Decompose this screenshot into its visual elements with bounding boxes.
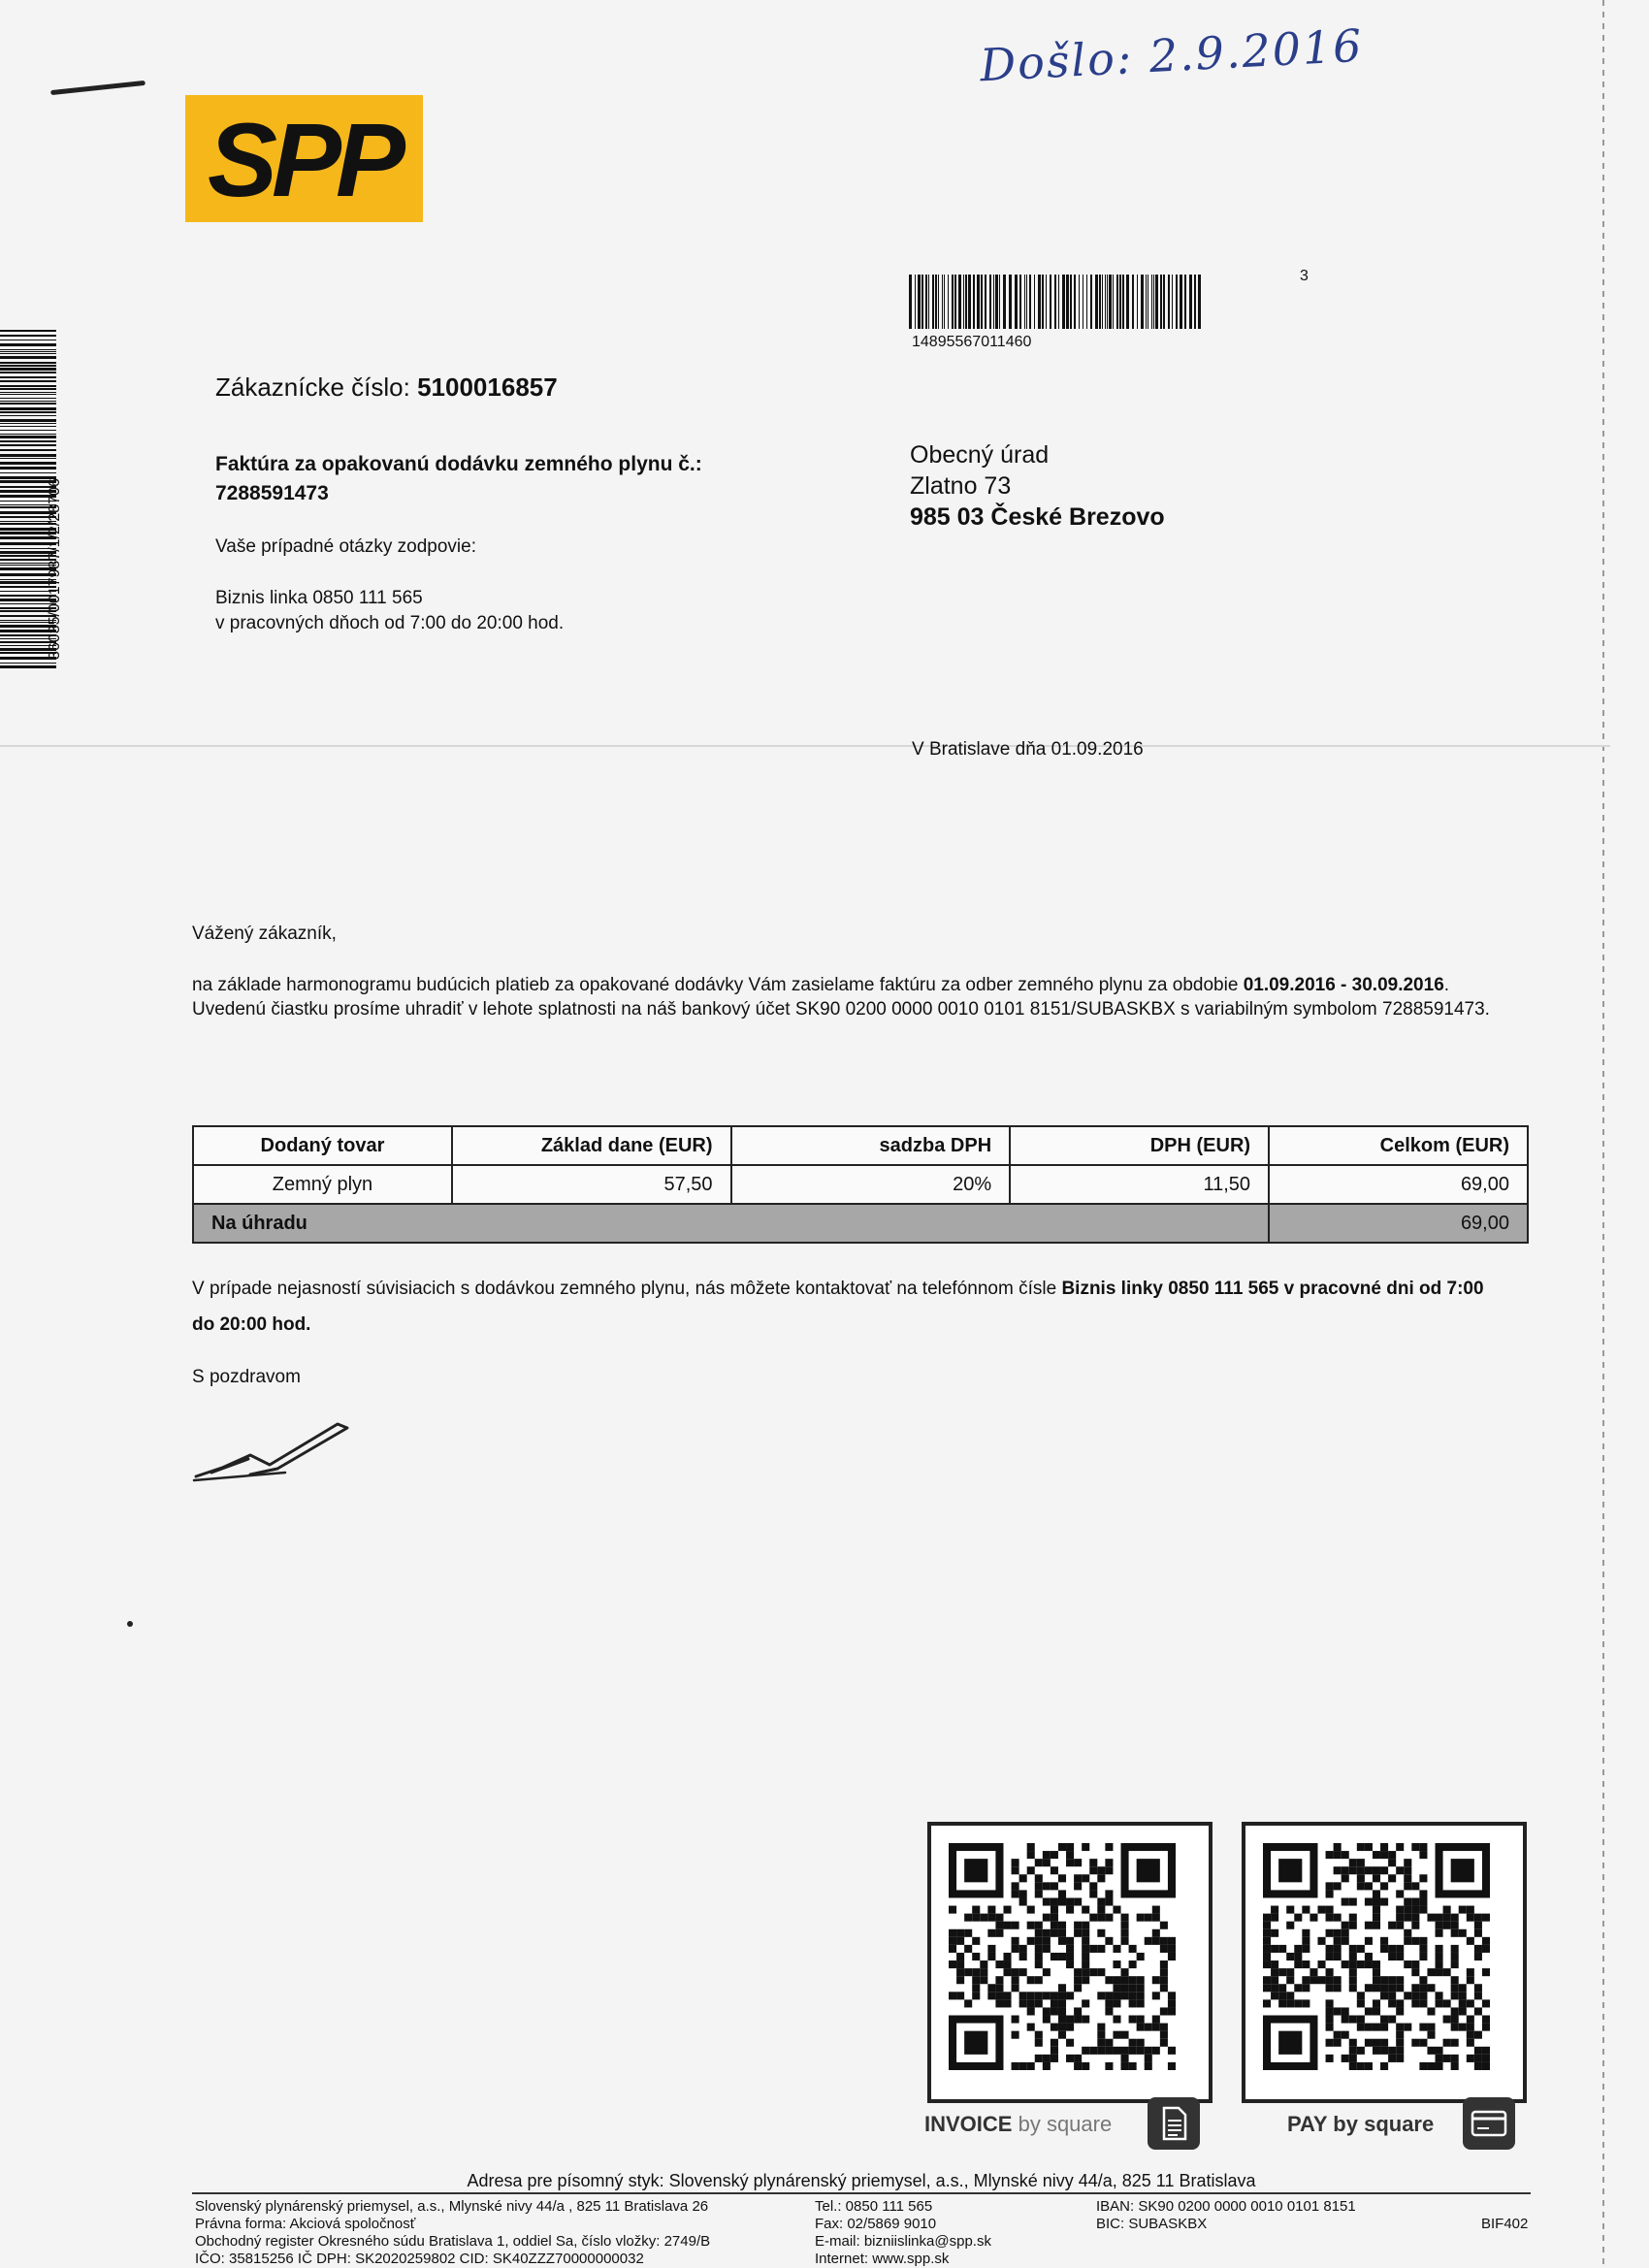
th-total: Celkom (EUR) [1269,1126,1528,1165]
footer-divider [192,2192,1531,2194]
cell-tax-base: 57,50 [452,1165,731,1204]
handwritten-receipt-note: Došlo: 2.9.2016 [978,18,1365,92]
recipient-street: Zlatno 73 [910,472,1012,500]
letter-paragraph-2: Uvedenú čiastku prosíme uhradiť v lehote splatnosti na náš bankový účet SK90 0200 0000 0010 0101 8151/SUBASKBX s variabilným symbolom 7288591473. [192,999,1490,1020]
letter-body [192,973,1540,1021]
greeting: Vážený zákazník, [192,923,337,944]
table-header-row [193,1126,1528,1165]
barcode-top [909,275,1203,329]
cell-total: 69,00 [1269,1165,1528,1204]
spp-logo [185,95,423,222]
body-text-start: na základe harmonogramu budúcich platieb za opakované dodávky Vám zasielame faktúru za odber zemného plynu za obdobie [192,975,1244,995]
invoice-qr-code [927,1822,1212,2103]
total-value: 69,00 [1269,1204,1528,1243]
th-vat-rate: sadzba DPH [731,1126,1011,1165]
th-vat: DPH (EUR) [1010,1126,1269,1165]
footer-contact-line: Tel.: 0850 111 565 [815,2198,933,2215]
card-icon [1463,2097,1515,2150]
cell-goods: Zemný plyn [193,1165,452,1204]
footer-company [195,2198,710,2268]
side-code-text: 36035/0017987/1/2/28706 [47,478,63,660]
footer-bank-line: IBAN: SK90 0200 0000 0010 0101 8151 [1096,2198,1356,2215]
footer-contact-line: Internet: www.spp.sk [815,2251,950,2267]
total-label: Na úhradu [193,1204,1269,1243]
footer-contact-line: E-mail: bizniislinka@spp.sk [815,2233,991,2250]
invoice-title-text: Faktúra za opakovanú dodávku zemného plynu č.: [215,453,702,475]
billing-period: 01.09.2016 - 30.09.2016 [1243,975,1444,995]
cell-vat: 11,50 [1010,1165,1269,1204]
footer-contacts [815,2198,991,2268]
recipient-address [910,439,1165,533]
support-line: Biznis linka 0850 111 565 [215,588,423,608]
footer-contact-line: Fax: 02/5869 9010 [815,2216,937,2232]
invoice-by-square-label [924,2112,1112,2137]
footer-company-line: Slovenský plynárenský priemysel, a.s., Mlynské nivy 44/a , 825 11 Bratislava 26 [195,2198,709,2215]
logo-text: SPP [207,101,401,218]
footer-bank [1096,2198,1356,2233]
pay-qr-code [1242,1822,1527,2103]
invoice-title [215,450,836,508]
invoice-label-bold: INVOICE [924,2112,1013,2136]
th-goods: Dodaný tovar [193,1126,452,1165]
recipient-name: Obecný úrad [910,441,1050,469]
footer-company-line: Obchodný register Okresného súdu Bratislava 1, oddiel Sa, číslo vložky: 2749/B [195,2233,711,2250]
form-code: BIF402 [1481,2216,1529,2232]
footer-company-line: IČO: 35815256 IČ DPH: SK2020259802 CID: SK40ZZZ70000000032 [195,2251,644,2267]
place-date: V Bratislave dňa 01.09.2016 [912,739,1144,760]
customer-label: Zákaznícke číslo: [215,373,410,402]
contact-text [192,1271,1492,1343]
pay-qr-pattern [1263,1843,1490,2070]
barcode-number: 14895567011460 [912,334,1032,350]
footer-company-line: Právna forma: Akciová spoločnosť [195,2216,416,2232]
page-edge-perforation [1602,0,1604,2268]
support-hours: v pracovných dňoch od 7:00 do 20:00 hod. [215,613,565,633]
document-icon [1148,2097,1200,2150]
footer-address: Adresa pre písomný styk: Slovenský plynárenský priemysel, a.s., Mlynské nivy 44/a, 825 11 Bratislava [467,2171,1256,2190]
pen-mark [50,81,146,95]
invoice-table [192,1125,1529,1244]
table-total-row [193,1204,1528,1243]
ink-dot [127,1621,133,1627]
support-info [215,586,564,636]
footer-bank-line: BIC: SUBASKBX [1096,2216,1208,2232]
table-row [193,1165,1528,1204]
invoice-label-light: by square [1018,2112,1113,2136]
fold-line [0,745,1610,747]
th-tax-base: Základ dane (EUR) [452,1126,731,1165]
letter-paragraph-1 [192,973,1540,997]
regards: S pozdravom [192,1367,301,1387]
cell-vat-rate: 20% [731,1165,1011,1204]
page-number: 3 [1300,268,1309,284]
contact-hotline: Biznis linky 0850 111 565 v pracovné dni od 7:00 do 20:00 hod. [192,1279,1484,1335]
questions-text: Vaše prípadné otázky zodpovie: [215,536,476,557]
invoice-number: 7288591473 [215,482,329,504]
customer-number-value: 5100016857 [417,373,558,402]
invoice-qr-pattern [949,1843,1176,2070]
side-code [47,369,85,660]
body-text-end: . [1443,975,1450,995]
contact-text-start: V prípade nejasností súvisiacich s dodávkou zemného plynu, nás môžete kontaktovať na telefónnom čísle [192,1279,1062,1299]
signature [192,1416,362,1484]
pay-by-square-label: PAY by square [1287,2112,1435,2136]
customer-number [215,373,558,403]
recipient-city: 985 03 České Brezovo [910,503,1165,531]
